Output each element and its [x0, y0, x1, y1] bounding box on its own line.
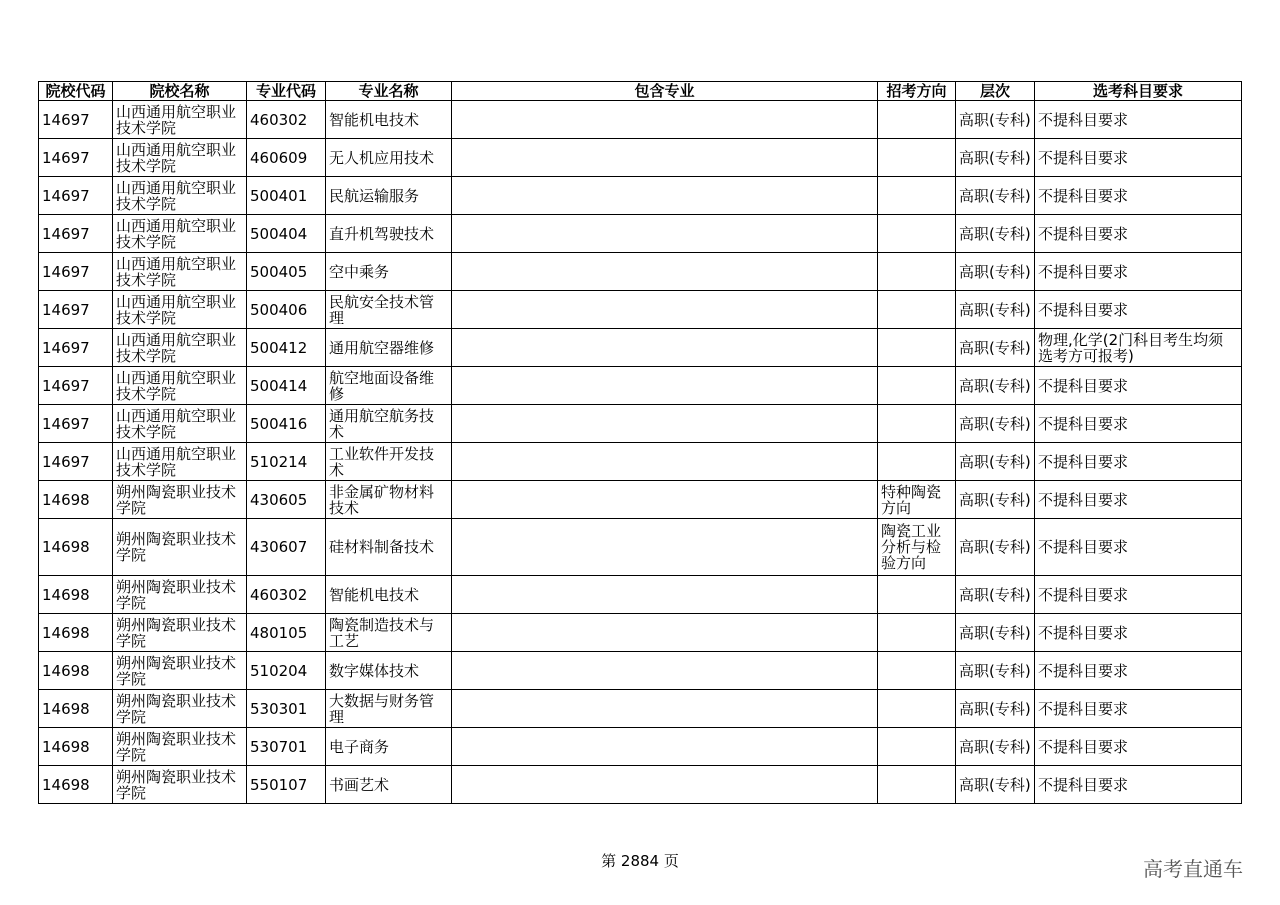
cell-direction: 特种陶瓷方向 — [878, 481, 956, 519]
cell-major-name: 书画艺术 — [326, 766, 452, 804]
cell-major-code: 460302 — [247, 101, 326, 139]
cell-included-majors — [452, 139, 878, 177]
cell-level: 高职(专科) — [956, 690, 1035, 728]
cell-major-name: 陶瓷制造技术与工艺 — [326, 614, 452, 652]
cell-subject-requirement: 不提科目要求 — [1035, 291, 1242, 329]
cell-level: 高职(专科) — [956, 519, 1035, 576]
page-number: 第 2884 页 — [601, 852, 679, 870]
table-row — [39, 215, 1242, 253]
cell-subject-requirement: 不提科目要求 — [1035, 652, 1242, 690]
cell-direction — [878, 367, 956, 405]
cell-level: 高职(专科) — [956, 253, 1035, 291]
cell-included-majors — [452, 405, 878, 443]
cell-school-name: 朔州陶瓷职业技术学院 — [113, 690, 247, 728]
cell-school-name: 山西通用航空职业技术学院 — [113, 329, 247, 367]
cell-subject-requirement: 不提科目要求 — [1035, 766, 1242, 804]
cell-direction: 陶瓷工业分析与检验方向 — [878, 519, 956, 576]
header-major-name: 专业名称 — [326, 82, 452, 101]
header-direction: 招考方向 — [878, 82, 956, 101]
cell-included-majors — [452, 728, 878, 766]
cell-subject-requirement: 不提科目要求 — [1035, 519, 1242, 576]
cell-school-name: 山西通用航空职业技术学院 — [113, 139, 247, 177]
cell-included-majors — [452, 253, 878, 291]
table-row — [39, 576, 1242, 614]
header-included-majors: 包含专业 — [452, 82, 878, 101]
cell-major-name: 大数据与财务管理 — [326, 690, 452, 728]
cell-major-name: 民航运输服务 — [326, 177, 452, 215]
cell-school-code: 14698 — [39, 766, 113, 804]
table-row — [39, 519, 1242, 576]
cell-school-code: 14697 — [39, 405, 113, 443]
cell-included-majors — [452, 690, 878, 728]
cell-included-majors — [452, 329, 878, 367]
cell-school-name: 朔州陶瓷职业技术学院 — [113, 481, 247, 519]
cell-major-code: 430607 — [247, 519, 326, 576]
cell-direction — [878, 443, 956, 481]
cell-subject-requirement: 不提科目要求 — [1035, 253, 1242, 291]
cell-direction — [878, 329, 956, 367]
cell-subject-requirement: 不提科目要求 — [1035, 728, 1242, 766]
cell-direction — [878, 215, 956, 253]
cell-major-code: 500405 — [247, 253, 326, 291]
cell-school-name: 朔州陶瓷职业技术学院 — [113, 728, 247, 766]
cell-major-code: 500404 — [247, 215, 326, 253]
cell-school-code: 14697 — [39, 101, 113, 139]
cell-subject-requirement: 物理,化学(2门科目考生均须选考方可报考) — [1035, 329, 1242, 367]
cell-major-name: 直升机驾驶技术 — [326, 215, 452, 253]
cell-included-majors — [452, 367, 878, 405]
cell-subject-requirement: 不提科目要求 — [1035, 215, 1242, 253]
watermark: 高考直通车 — [1143, 857, 1243, 881]
table-row — [39, 101, 1242, 139]
cell-level: 高职(专科) — [956, 614, 1035, 652]
admissions-table — [38, 81, 1242, 804]
cell-subject-requirement: 不提科目要求 — [1035, 443, 1242, 481]
cell-major-code: 500406 — [247, 291, 326, 329]
cell-major-name: 无人机应用技术 — [326, 139, 452, 177]
cell-school-name: 山西通用航空职业技术学院 — [113, 291, 247, 329]
cell-school-code: 14697 — [39, 443, 113, 481]
cell-level: 高职(专科) — [956, 652, 1035, 690]
table-row — [39, 690, 1242, 728]
cell-level: 高职(专科) — [956, 728, 1035, 766]
cell-school-name: 山西通用航空职业技术学院 — [113, 215, 247, 253]
table-row — [39, 253, 1242, 291]
cell-included-majors — [452, 652, 878, 690]
header-row — [39, 82, 1242, 101]
cell-direction — [878, 614, 956, 652]
cell-school-name: 山西通用航空职业技术学院 — [113, 367, 247, 405]
header-school-name: 院校名称 — [113, 82, 247, 101]
cell-major-code: 500401 — [247, 177, 326, 215]
cell-direction — [878, 177, 956, 215]
cell-school-code: 14698 — [39, 576, 113, 614]
cell-major-name: 空中乘务 — [326, 253, 452, 291]
cell-included-majors — [452, 766, 878, 804]
cell-level: 高职(专科) — [956, 481, 1035, 519]
cell-included-majors — [452, 215, 878, 253]
cell-school-name: 朔州陶瓷职业技术学院 — [113, 652, 247, 690]
cell-major-code: 530701 — [247, 728, 326, 766]
cell-included-majors — [452, 177, 878, 215]
cell-included-majors — [452, 614, 878, 652]
cell-direction — [878, 101, 956, 139]
table-row — [39, 652, 1242, 690]
cell-level: 高职(专科) — [956, 329, 1035, 367]
cell-direction — [878, 253, 956, 291]
cell-major-name: 数字媒体技术 — [326, 652, 452, 690]
cell-level: 高职(专科) — [956, 367, 1035, 405]
table-row — [39, 177, 1242, 215]
cell-school-name: 朔州陶瓷职业技术学院 — [113, 614, 247, 652]
cell-school-name: 山西通用航空职业技术学院 — [113, 253, 247, 291]
cell-school-code: 14697 — [39, 177, 113, 215]
cell-major-code: 460302 — [247, 576, 326, 614]
cell-major-name: 智能机电技术 — [326, 576, 452, 614]
cell-major-code: 480105 — [247, 614, 326, 652]
cell-level: 高职(专科) — [956, 291, 1035, 329]
header-level: 层次 — [956, 82, 1035, 101]
cell-direction — [878, 139, 956, 177]
cell-major-code: 500412 — [247, 329, 326, 367]
cell-subject-requirement: 不提科目要求 — [1035, 139, 1242, 177]
table-row — [39, 766, 1242, 804]
cell-school-name: 山西通用航空职业技术学院 — [113, 101, 247, 139]
cell-direction — [878, 728, 956, 766]
table-row — [39, 728, 1242, 766]
cell-subject-requirement: 不提科目要求 — [1035, 177, 1242, 215]
header-subject-requirement: 选考科目要求 — [1035, 82, 1242, 101]
cell-school-name: 山西通用航空职业技术学院 — [113, 405, 247, 443]
cell-subject-requirement: 不提科目要求 — [1035, 614, 1242, 652]
cell-school-name: 朔州陶瓷职业技术学院 — [113, 766, 247, 804]
table-row — [39, 139, 1242, 177]
header-major-code: 专业代码 — [247, 82, 326, 101]
cell-major-code: 550107 — [247, 766, 326, 804]
cell-direction — [878, 766, 956, 804]
cell-subject-requirement: 不提科目要求 — [1035, 576, 1242, 614]
table-body — [39, 101, 1242, 804]
cell-subject-requirement: 不提科目要求 — [1035, 690, 1242, 728]
cell-level: 高职(专科) — [956, 139, 1035, 177]
cell-level: 高职(专科) — [956, 576, 1035, 614]
cell-direction — [878, 690, 956, 728]
cell-included-majors — [452, 576, 878, 614]
cell-subject-requirement: 不提科目要求 — [1035, 405, 1242, 443]
cell-school-name: 朔州陶瓷职业技术学院 — [113, 576, 247, 614]
cell-level: 高职(专科) — [956, 215, 1035, 253]
cell-major-name: 硅材料制备技术 — [326, 519, 452, 576]
cell-school-code: 14698 — [39, 690, 113, 728]
table-row — [39, 329, 1242, 367]
cell-major-name: 智能机电技术 — [326, 101, 452, 139]
cell-school-name: 朔州陶瓷职业技术学院 — [113, 519, 247, 576]
cell-school-code: 14697 — [39, 253, 113, 291]
cell-level: 高职(专科) — [956, 177, 1035, 215]
cell-direction — [878, 652, 956, 690]
cell-school-code: 14698 — [39, 614, 113, 652]
table-row — [39, 405, 1242, 443]
cell-major-name: 非金属矿物材料技术 — [326, 481, 452, 519]
table-row — [39, 481, 1242, 519]
cell-subject-requirement: 不提科目要求 — [1035, 481, 1242, 519]
cell-subject-requirement: 不提科目要求 — [1035, 367, 1242, 405]
cell-school-name: 山西通用航空职业技术学院 — [113, 177, 247, 215]
cell-major-name: 电子商务 — [326, 728, 452, 766]
cell-direction — [878, 576, 956, 614]
table-row — [39, 291, 1242, 329]
cell-direction — [878, 291, 956, 329]
header-school-code: 院校代码 — [39, 82, 113, 101]
cell-major-code: 530301 — [247, 690, 326, 728]
cell-major-code: 500414 — [247, 367, 326, 405]
table-row — [39, 367, 1242, 405]
cell-level: 高职(专科) — [956, 443, 1035, 481]
cell-major-name: 民航安全技术管理 — [326, 291, 452, 329]
cell-major-name: 通用航空航务技术 — [326, 405, 452, 443]
cell-major-code: 510204 — [247, 652, 326, 690]
cell-school-code: 14697 — [39, 291, 113, 329]
cell-school-name: 山西通用航空职业技术学院 — [113, 443, 247, 481]
cell-major-code: 500416 — [247, 405, 326, 443]
cell-school-code: 14698 — [39, 652, 113, 690]
table-row — [39, 614, 1242, 652]
cell-included-majors — [452, 101, 878, 139]
cell-major-code: 510214 — [247, 443, 326, 481]
cell-level: 高职(专科) — [956, 405, 1035, 443]
cell-major-code: 430605 — [247, 481, 326, 519]
cell-included-majors — [452, 443, 878, 481]
table-row — [39, 443, 1242, 481]
cell-school-code: 14697 — [39, 367, 113, 405]
cell-school-code: 14697 — [39, 329, 113, 367]
cell-direction — [878, 405, 956, 443]
cell-subject-requirement: 不提科目要求 — [1035, 101, 1242, 139]
cell-major-code: 460609 — [247, 139, 326, 177]
cell-school-code: 14697 — [39, 139, 113, 177]
cell-included-majors — [452, 519, 878, 576]
cell-major-name: 航空地面设备维修 — [326, 367, 452, 405]
cell-school-code: 14697 — [39, 215, 113, 253]
cell-major-name: 工业软件开发技术 — [326, 443, 452, 481]
cell-school-code: 14698 — [39, 728, 113, 766]
cell-included-majors — [452, 291, 878, 329]
cell-school-code: 14698 — [39, 519, 113, 576]
cell-level: 高职(专科) — [956, 101, 1035, 139]
cell-major-name: 通用航空器维修 — [326, 329, 452, 367]
cell-school-code: 14698 — [39, 481, 113, 519]
cell-included-majors — [452, 481, 878, 519]
cell-level: 高职(专科) — [956, 766, 1035, 804]
